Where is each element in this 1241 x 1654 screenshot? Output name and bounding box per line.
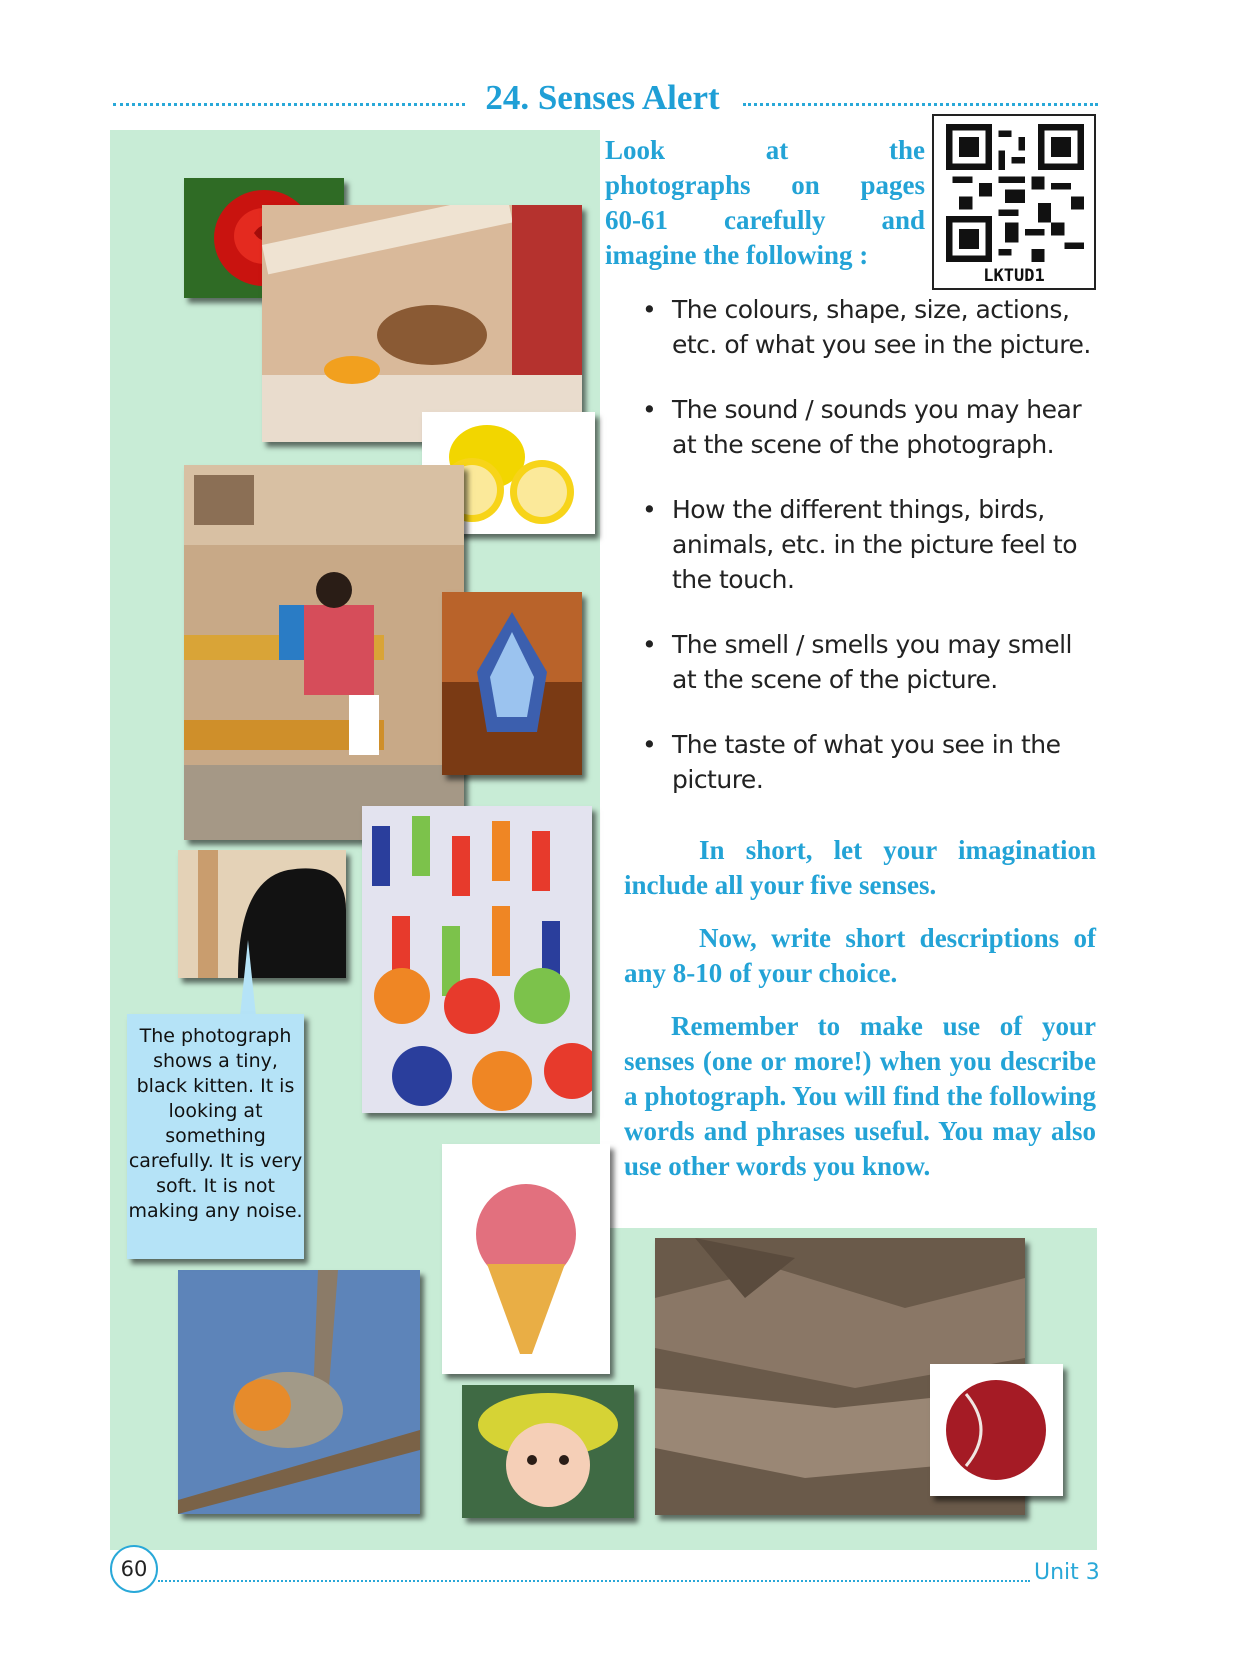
list-item (642, 492, 1095, 597)
page-title: 24. Senses Alert (485, 78, 720, 117)
bullet-icon: • (642, 630, 657, 659)
list-item (642, 627, 1095, 697)
list-item (642, 292, 1095, 362)
qr-code[interactable] (932, 114, 1096, 290)
page-number: 60 (110, 1545, 158, 1593)
intro-text (605, 133, 925, 273)
header-dots-right (743, 103, 1098, 106)
list-item (642, 392, 1095, 462)
unit-label: Unit 3 (1034, 1560, 1100, 1585)
vases-photo (362, 806, 592, 1113)
list-item (642, 727, 1095, 797)
header-dots-left (113, 103, 465, 106)
list-item-text: The taste of what you see in the picture. (672, 730, 1061, 794)
paragraph-remember: Remember to make use of your senses (one or more!) when you describe a photograph. You will find the following words and phrases useful. You may also use other words you know. (624, 1011, 1096, 1181)
list-item-text: The smell / smells you may smell at the scene of the picture. (672, 630, 1072, 694)
bullet-icon: • (642, 395, 657, 424)
robin-photo (178, 1270, 420, 1514)
qr-code-pattern (944, 124, 1086, 262)
senses-bullet-list (642, 292, 1095, 827)
intro-line: imagine the following : (605, 240, 869, 270)
girl-on-bench-photo (184, 465, 464, 840)
bullet-icon: • (642, 730, 657, 759)
list-item-text: The colours, shape, size, actions, etc. of what you see in the picture. (672, 295, 1091, 359)
bullet-icon: • (642, 295, 657, 324)
kitten-callout: The photograph shows a tiny, black kitten. It is looking at something carefully. It is very soft. It is not making any noise. (127, 1014, 304, 1259)
cat-photo (178, 850, 346, 978)
footer-dots (158, 1580, 1030, 1582)
lantern-photo (442, 592, 582, 775)
cricket-ball-photo (930, 1364, 1063, 1496)
squirrel-photo (262, 205, 582, 442)
intro-line: photographs on pages (605, 170, 925, 200)
ice-cream-photo (442, 1144, 610, 1374)
paragraph-imagination: In short, let your imagination include all your five senses. (624, 835, 1096, 900)
list-item-text: The sound / sounds you may hear at the scene of the photograph. (672, 395, 1082, 459)
list-item-text: How the different things, birds, animals, etc. in the picture feel to the touch. (672, 495, 1077, 594)
callout-pointer (240, 940, 256, 1016)
intro-line: Look at the (605, 135, 925, 165)
qr-code-label: LKTUD1 (983, 266, 1045, 286)
intro-line: 60-61 carefully and (605, 205, 925, 235)
bullet-icon: • (642, 495, 657, 524)
doll-photo (462, 1385, 634, 1518)
paragraph-write-descriptions: Now, write short descriptions of any 8-10 of your choice. (624, 923, 1096, 988)
